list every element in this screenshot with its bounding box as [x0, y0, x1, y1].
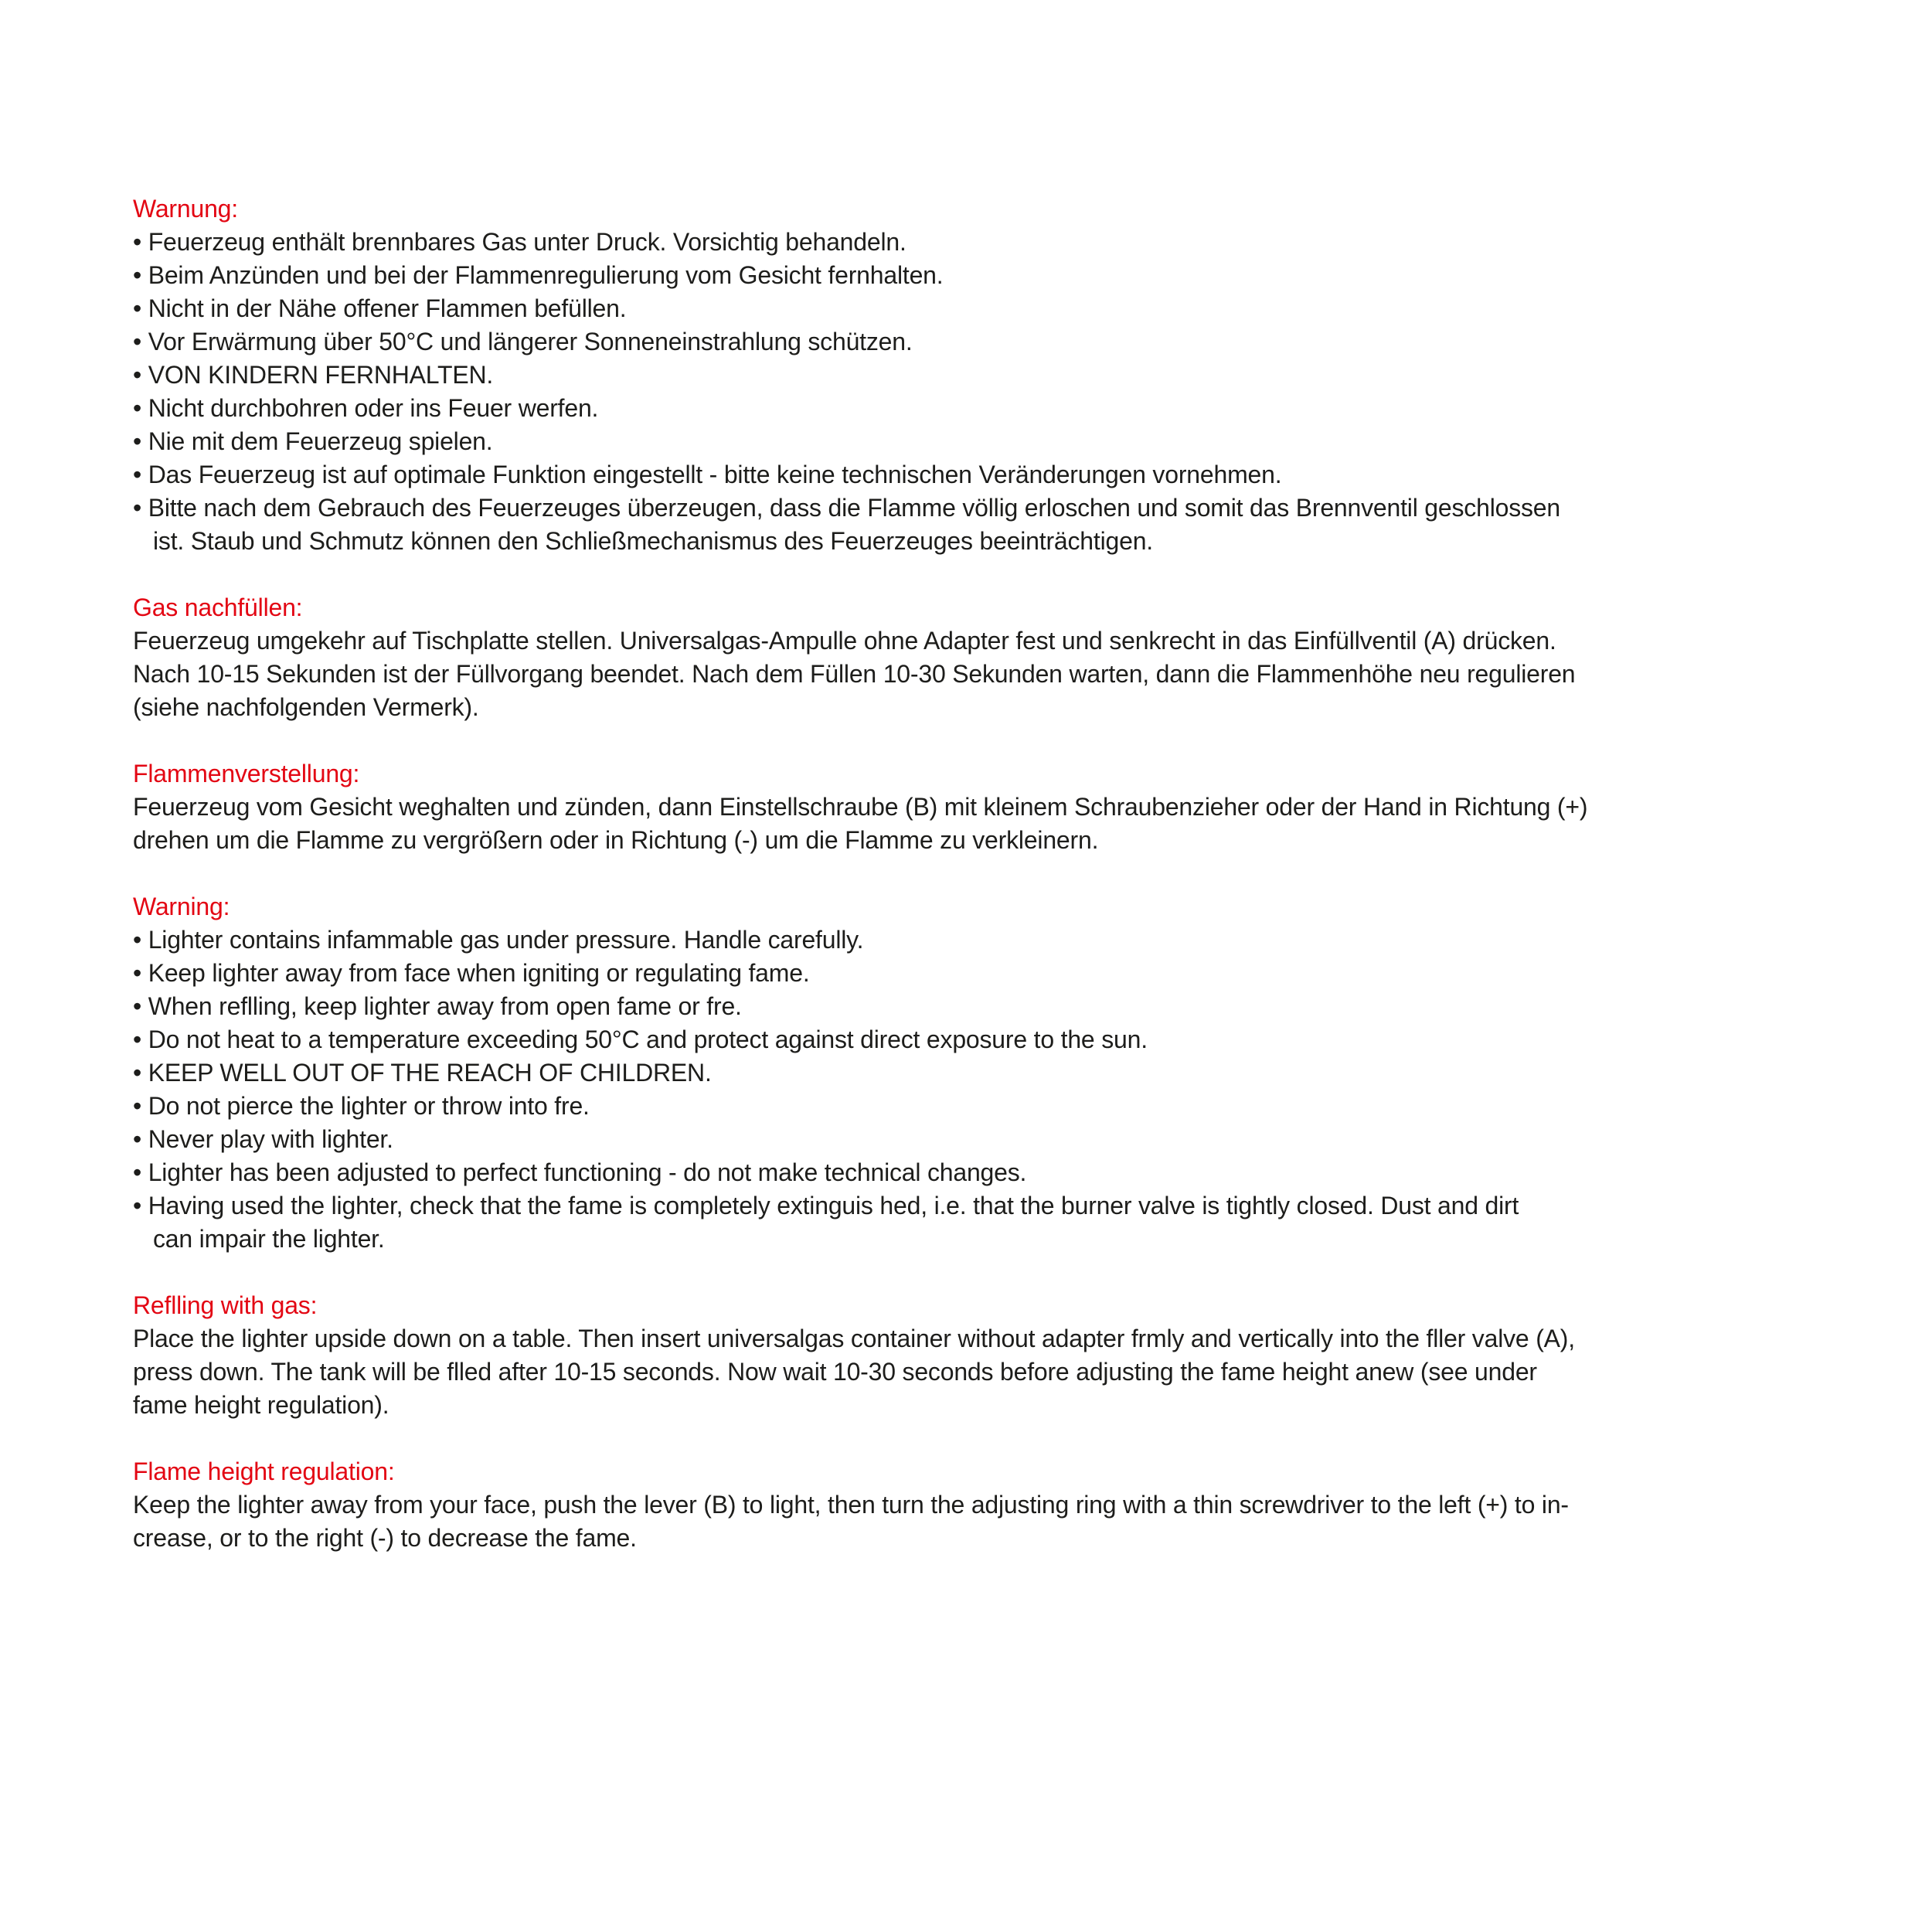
- section: [133, 192, 1879, 558]
- bullet-line: • Having used the lighter, check that the fame is completely extinguis hed, i.e. that the burner valve is tightly closed. Dust and dirt: [133, 1192, 1519, 1219]
- section-heading: Warnung:: [133, 195, 238, 223]
- section: [133, 1289, 1879, 1422]
- bullet-line: • Never play with lighter.: [133, 1125, 393, 1153]
- section-heading: Gas nachfüllen:: [133, 594, 303, 621]
- bullet-line: • Das Feuerzeug ist auf optimale Funktion eingestellt - bitte keine technischen Veränderungen vornehmen.: [133, 461, 1282, 488]
- bullet-line: • When reflling, keep lighter away from open fame or fre.: [133, 992, 742, 1020]
- section-heading: Flammenverstellung:: [133, 760, 360, 787]
- bullet-line: • Do not heat to a temperature exceeding 50°C and protect against direct exposure to the sun.: [133, 1026, 1148, 1053]
- section-heading: Flame height regulation:: [133, 1458, 395, 1485]
- text-line: Nach 10-15 Sekunden ist der Füllvorgang beendet. Nach dem Füllen 10-30 Sekunden warten, dann die Flammenhöhe neu regulieren: [133, 660, 1576, 688]
- text-line: Feuerzeug umgekehr auf Tischplatte stellen. Universalgas-Ampulle ohne Adapter fest und senkrecht in das Einfüllventil (A) drücken.: [133, 627, 1556, 655]
- bullet-line: • Beim Anzünden und bei der Flammenregulierung vom Gesicht fernhalten.: [133, 261, 944, 289]
- section-heading: Warning:: [133, 893, 230, 920]
- bullet-line: • KEEP WELL OUT OF THE REACH OF CHILDREN.: [133, 1059, 712, 1087]
- bullet-line: • Nicht in der Nähe offener Flammen befüllen.: [133, 294, 627, 322]
- text-line: (siehe nachfolgenden Vermerk).: [133, 693, 479, 721]
- text-line: fame height regulation).: [133, 1391, 389, 1419]
- instruction-text-block: [133, 192, 1879, 1555]
- text-line: can impair the lighter.: [153, 1225, 385, 1253]
- section-heading: Reflling with gas:: [133, 1291, 318, 1319]
- bullet-line: • Do not pierce the lighter or throw into fre.: [133, 1092, 590, 1120]
- text-line: press down. The tank will be flled after 10-15 seconds. Now wait 10-30 seconds before adjusting the fame height anew (see under: [133, 1358, 1537, 1386]
- bullet-line: • Feuerzeug enthält brennbares Gas unter Druck. Vorsichtig behandeln.: [133, 228, 906, 256]
- section: [133, 1455, 1879, 1555]
- bullet-line: • Lighter has been adjusted to perfect functioning - do not make technical changes.: [133, 1158, 1027, 1186]
- bullet-line: • Bitte nach dem Gebrauch des Feuerzeuges überzeugen, dass die Flamme völlig erloschen und somit das Brennventil geschlossen: [133, 494, 1560, 522]
- bullet-line: • VON KINDERN FERNHALTEN.: [133, 361, 494, 389]
- text-line: drehen um die Flamme zu vergrößern oder in Richtung (-) um die Flamme zu verkleinern.: [133, 826, 1099, 854]
- bullet-line: • Lighter contains infammable gas under pressure. Handle carefully.: [133, 926, 864, 954]
- bullet-line: • Nie mit dem Feuerzeug spielen.: [133, 427, 493, 455]
- text-line: Keep the lighter away from your face, push the lever (B) to light, then turn the adjusting ring with a thin screwdriver to the left (+) to in-: [133, 1491, 1569, 1519]
- bullet-line: • Keep lighter away from face when igniting or regulating fame.: [133, 959, 810, 987]
- bullet-line: • Nicht durchbohren oder ins Feuer werfen.: [133, 394, 599, 422]
- text-line: ist. Staub und Schmutz können den Schließmechanismus des Feuerzeuges beeinträchtigen.: [153, 527, 1153, 555]
- text-line: Feuerzeug vom Gesicht weghalten und zünden, dann Einstellschraube (B) mit kleinem Schraubenzieher oder der Hand in Richtung (+): [133, 793, 1588, 821]
- bullet-line: • Vor Erwärmung über 50°C und längerer Sonneneinstrahlung schützen.: [133, 328, 913, 355]
- section: [133, 591, 1879, 724]
- text-line: Place the lighter upside down on a table. Then insert universalgas container without adapter frmly and vertically into the fller valve (A),: [133, 1325, 1575, 1352]
- text-line: crease, or to the right (-) to decrease the fame.: [133, 1524, 637, 1552]
- section: [133, 757, 1879, 857]
- section: [133, 890, 1879, 1256]
